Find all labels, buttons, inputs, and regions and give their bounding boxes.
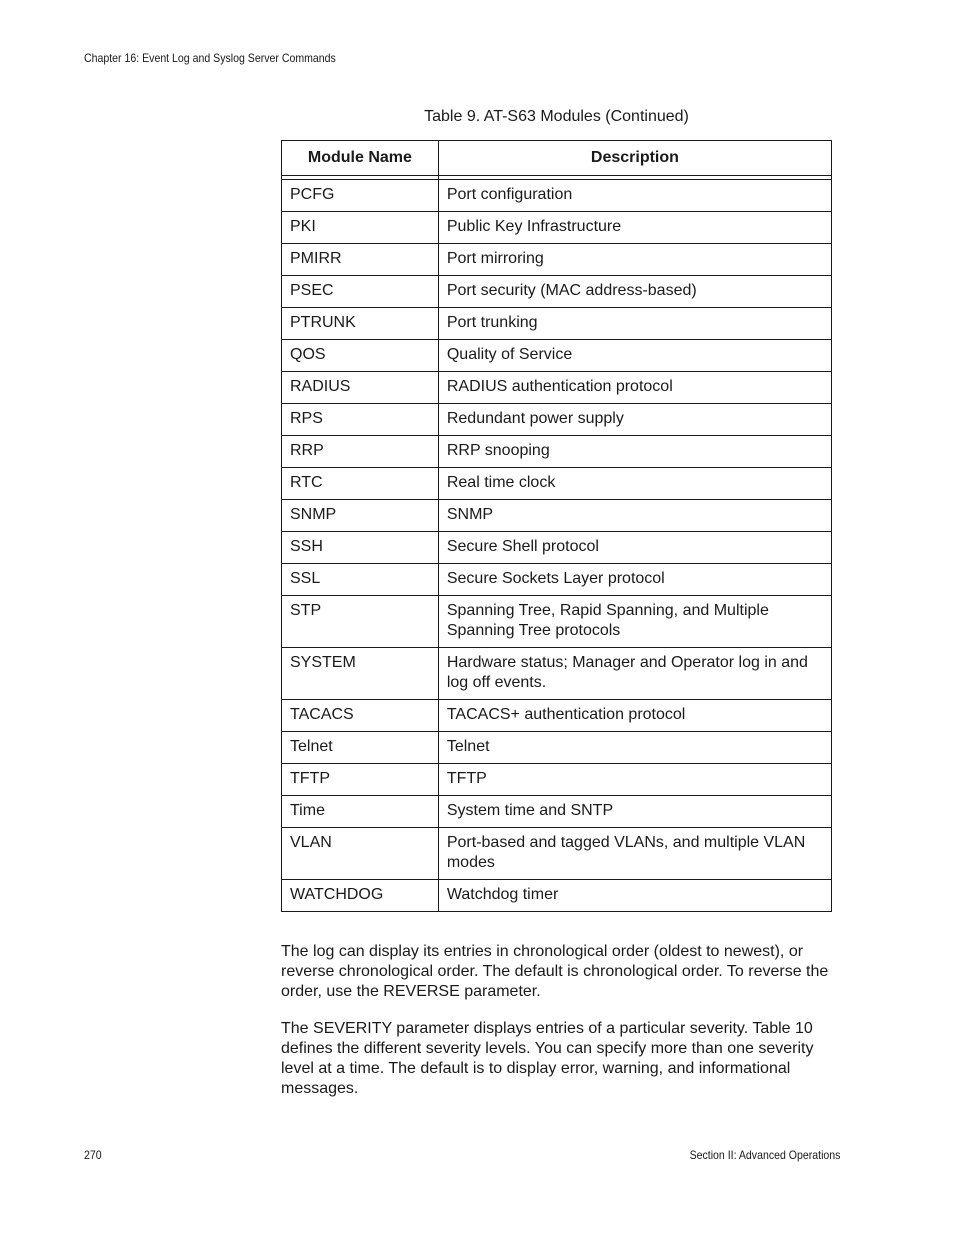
table-row	[282, 212, 832, 244]
module-name-cell: PMIRR	[282, 244, 439, 276]
description-cell: Secure Sockets Layer protocol	[438, 564, 831, 596]
table-row	[282, 732, 832, 764]
table-row	[282, 596, 832, 648]
table-row	[282, 436, 832, 468]
description-cell: Port configuration	[438, 180, 831, 212]
description-cell: Telnet	[438, 732, 831, 764]
table-row	[282, 244, 832, 276]
description-cell: Spanning Tree, Rapid Spanning, and Multiple Spanning Tree protocols	[438, 596, 831, 648]
module-name-cell: Time	[282, 796, 439, 828]
description-cell: Port trunking	[438, 308, 831, 340]
table-row	[282, 700, 832, 732]
module-name-cell: RRP	[282, 436, 439, 468]
description-cell: Secure Shell protocol	[438, 532, 831, 564]
description-cell: Quality of Service	[438, 340, 831, 372]
description-cell: Port-based and tagged VLANs, and multiple VLAN modes	[438, 828, 831, 880]
module-name-cell: PKI	[282, 212, 439, 244]
paragraph-order: The log can display its entries in chronological order (oldest to newest), or reverse chronological order. The default is chronological order. To reverse the order, use the REVERSE parameter.	[281, 943, 829, 1000]
description-cell: System time and SNTP	[438, 796, 831, 828]
module-name-cell: PSEC	[282, 276, 439, 308]
module-name-cell: SYSTEM	[282, 648, 439, 700]
page-number: 270	[84, 1148, 102, 1162]
table-row	[282, 828, 832, 880]
table-row	[282, 880, 832, 912]
module-name-cell: SSH	[282, 532, 439, 564]
module-name-cell: STP	[282, 596, 439, 648]
description-cell: Real time clock	[438, 468, 831, 500]
table-row	[282, 308, 832, 340]
description-cell: Public Key Infrastructure	[438, 212, 831, 244]
description-cell: Port mirroring	[438, 244, 831, 276]
description-cell: TACACS+ authentication protocol	[438, 700, 831, 732]
description-cell: Redundant power supply	[438, 404, 831, 436]
module-name-cell: VLAN	[282, 828, 439, 880]
column-header-description: Description	[438, 141, 831, 176]
module-name-cell: RPS	[282, 404, 439, 436]
modules-table	[281, 140, 832, 912]
chapter-header: Chapter 16: Event Log and Syslog Server Commands	[84, 51, 336, 65]
table-row	[282, 796, 832, 828]
table-row	[282, 500, 832, 532]
module-name-cell: PCFG	[282, 180, 439, 212]
description-cell: SNMP	[438, 500, 831, 532]
table-row	[282, 276, 832, 308]
description-cell: Port security (MAC address-based)	[438, 276, 831, 308]
table-row	[282, 180, 832, 212]
description-cell: RADIUS authentication protocol	[438, 372, 831, 404]
section-footer: Section II: Advanced Operations	[689, 1148, 840, 1162]
table-row	[282, 648, 832, 700]
module-name-cell: RADIUS	[282, 372, 439, 404]
description-cell: RRP snooping	[438, 436, 831, 468]
table-row	[282, 404, 832, 436]
table-row	[282, 340, 832, 372]
table-body	[282, 180, 832, 912]
module-name-cell: SNMP	[282, 500, 439, 532]
paragraph-severity: The SEVERITY parameter displays entries of a particular severity. Table 10 defines the different severity levels. You can specify more than one severity level at a time. The default is to display error, warning, and informational messages.	[281, 1020, 814, 1097]
column-header-module-name: Module Name	[282, 141, 439, 176]
module-name-cell: TFTP	[282, 764, 439, 796]
module-name-cell: QOS	[282, 340, 439, 372]
table-row	[282, 372, 832, 404]
module-name-cell: WATCHDOG	[282, 880, 439, 912]
table-caption: Table 9. AT-S63 Modules (Continued)	[424, 108, 689, 125]
module-name-cell: Telnet	[282, 732, 439, 764]
description-cell: Watchdog timer	[438, 880, 831, 912]
module-name-cell: TACACS	[282, 700, 439, 732]
table-row	[282, 564, 832, 596]
table-row	[282, 532, 832, 564]
module-name-cell: PTRUNK	[282, 308, 439, 340]
table-header-row	[282, 141, 832, 176]
table-row	[282, 468, 832, 500]
table-row	[282, 764, 832, 796]
description-cell: Hardware status; Manager and Operator log in and log off events.	[438, 648, 831, 700]
module-name-cell: SSL	[282, 564, 439, 596]
module-name-cell: RTC	[282, 468, 439, 500]
description-cell: TFTP	[438, 764, 831, 796]
